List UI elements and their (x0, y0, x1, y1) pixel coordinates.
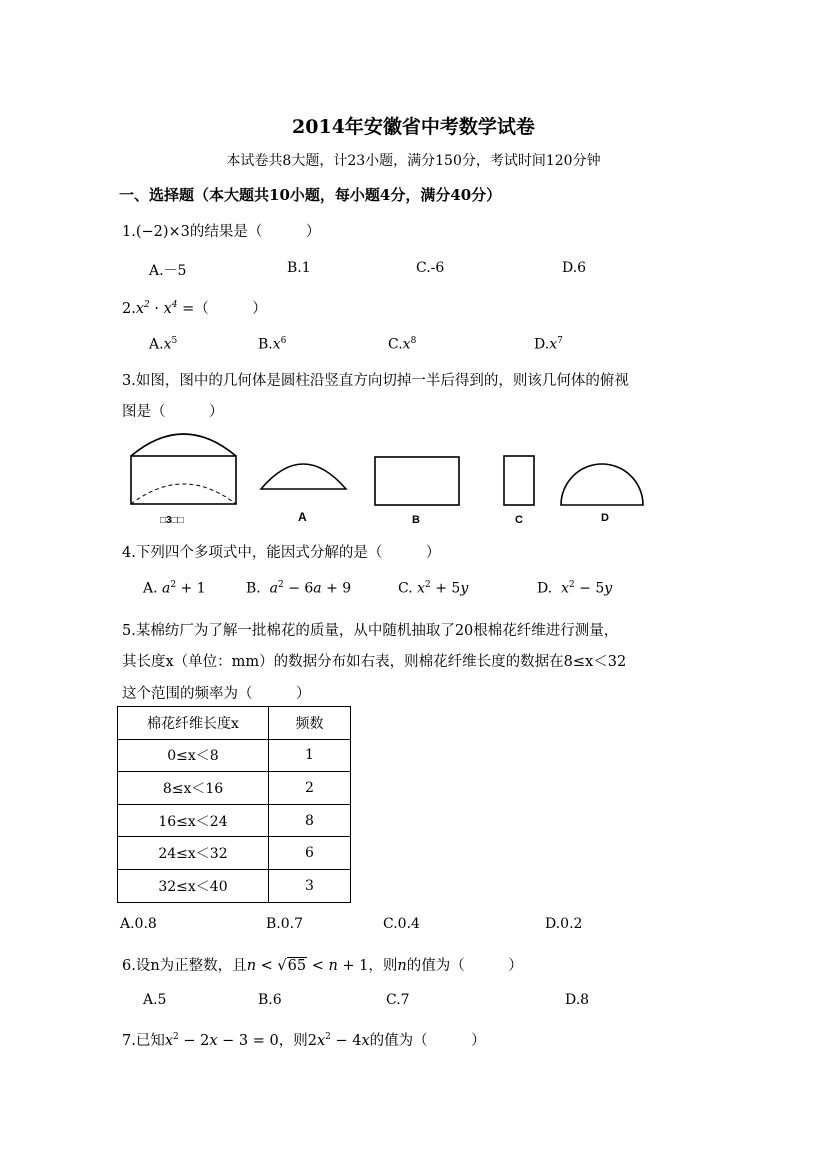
figure-caption: □3□□ (160, 515, 184, 526)
table-cell: 1 (269, 739, 351, 772)
q2-option-d[interactable]: $D.x^7$ (534, 336, 563, 353)
half-cylinder-figure (131, 434, 236, 504)
question-number: 2. (122, 301, 136, 317)
table-row (118, 837, 351, 870)
q6-option-b[interactable]: B.6 (258, 992, 282, 1008)
table-row (118, 772, 351, 805)
question-5-line-3: 这个范围的频率为（ ） (122, 686, 311, 702)
table-cell: 16≤x＜24 (118, 804, 269, 837)
table-cell: 2 (269, 772, 351, 805)
q5-option-b[interactable]: B.0.7 (266, 916, 304, 932)
table-cell: 3 (269, 869, 351, 902)
figure-label-d: D (601, 512, 609, 524)
q2-option-c[interactable]: $C.x^8$ (388, 336, 417, 353)
question-text: 的值为（ ） (406, 958, 523, 974)
question-number: 1. (122, 224, 136, 240)
question-1 (122, 220, 320, 241)
equation-expression: x (164, 1033, 174, 1049)
question-3-line-1: 3.如图，图中的几何体是圆柱沿竖直方向切掉一半后得到的，则该几何体的俯视 (122, 373, 629, 389)
q5-option-d[interactable]: D.0.2 (545, 916, 583, 932)
option-a-segment[interactable] (261, 464, 346, 489)
q3-figures (120, 424, 660, 530)
q5-option-c[interactable]: C.0.4 (383, 916, 420, 932)
q4-option-b[interactable]: B. $a^2 - 6a + 9$ (246, 580, 352, 597)
figure-label-c: C (515, 514, 523, 526)
question-7: 7.已知$x^2 - 2x - 3 = 0$，则$2x^2 - 4x$的值为（ ） (122, 1032, 486, 1049)
table-cell: 32≤x＜40 (118, 869, 269, 902)
q1-option-c[interactable]: C.-6 (416, 260, 445, 276)
q4-option-a[interactable]: A. $a^2 + 1$ (143, 580, 206, 597)
table-header: 频数 (269, 707, 351, 740)
table-cell: 0≤x＜8 (118, 739, 269, 772)
q2-option-b[interactable]: $B.x^6$ (258, 336, 287, 353)
section-heading: 一、选择题（本大题共10小题，每小题4分，满分40分） (119, 186, 502, 204)
table-cell: 6 (269, 837, 351, 870)
math-expression: $x^2 \cdot x^4$ (135, 300, 178, 317)
question-text: ，则 (368, 958, 398, 974)
option-d-semicircle[interactable] (561, 464, 643, 505)
q1-option-a[interactable]: A.－5 (149, 263, 187, 279)
table-cell: 8 (269, 804, 351, 837)
q2-option-a[interactable]: $A.x^5$ (149, 336, 178, 353)
table-header: 棉花纤维长度x (118, 707, 269, 740)
q1-option-b[interactable]: B.1 (287, 260, 311, 276)
q1-option-d[interactable]: D.6 (562, 260, 587, 276)
q6-option-d[interactable]: D.8 (565, 992, 590, 1008)
question-3-line-2: 图是（ ） (122, 404, 224, 420)
question-2 (122, 297, 267, 318)
table-header-row (118, 707, 351, 740)
frequency-table (117, 706, 351, 903)
question-text: 的结果是（ ） (189, 224, 321, 240)
table-row (118, 739, 351, 772)
q6-option-c[interactable]: C.7 (386, 992, 410, 1008)
question-5-line-2: 其长度x（单位：mm）的数据分布如右表，则棉花纤维长度的数据在8≤x＜32 (122, 654, 627, 670)
question-text: =（ ） (182, 301, 267, 317)
figure-label-b: B (412, 514, 420, 526)
question-5-line-1: 5.某棉纺厂为了解一批棉花的质量，从中随机抽取了20根棉花纤维进行测量， (122, 623, 619, 639)
inequality-expression: n (246, 958, 257, 974)
q4-option-d[interactable]: D. $x^2 - 5y$ (537, 580, 613, 597)
table-cell: 8≤x＜16 (118, 772, 269, 805)
option-b-rectangle[interactable] (375, 457, 459, 505)
q4-option-c[interactable]: C. $x^2 + 5y$ (398, 580, 469, 597)
table-row (118, 804, 351, 837)
table-cell: 24≤x＜32 (118, 837, 269, 870)
question-text: 7.已知 (122, 1033, 165, 1049)
exam-info: 本试卷共8大题，计23小题，满分150分，考试时间120分钟 (226, 153, 601, 169)
math-expression: (−2)×3 (135, 224, 190, 240)
option-c-rectangle[interactable] (504, 456, 534, 505)
q6-option-a[interactable]: A.5 (143, 992, 167, 1008)
question-text: 6.设n为正整数，且 (122, 958, 247, 974)
table-row (118, 869, 351, 902)
question-text: ，则 (278, 1033, 308, 1049)
question-text: 的值为（ ） (369, 1033, 486, 1049)
page-title: 2014年安徽省中考数学试卷 (292, 116, 535, 138)
figure-label-a: A (298, 510, 307, 524)
question-6: 6.设n为正整数，且n < √65 < n + 1，则n的值为（ ） (122, 958, 523, 974)
q5-option-a[interactable]: A.0.8 (120, 916, 157, 932)
question-4: 4.下列四个多项式中，能因式分解的是（ ） (122, 545, 441, 561)
